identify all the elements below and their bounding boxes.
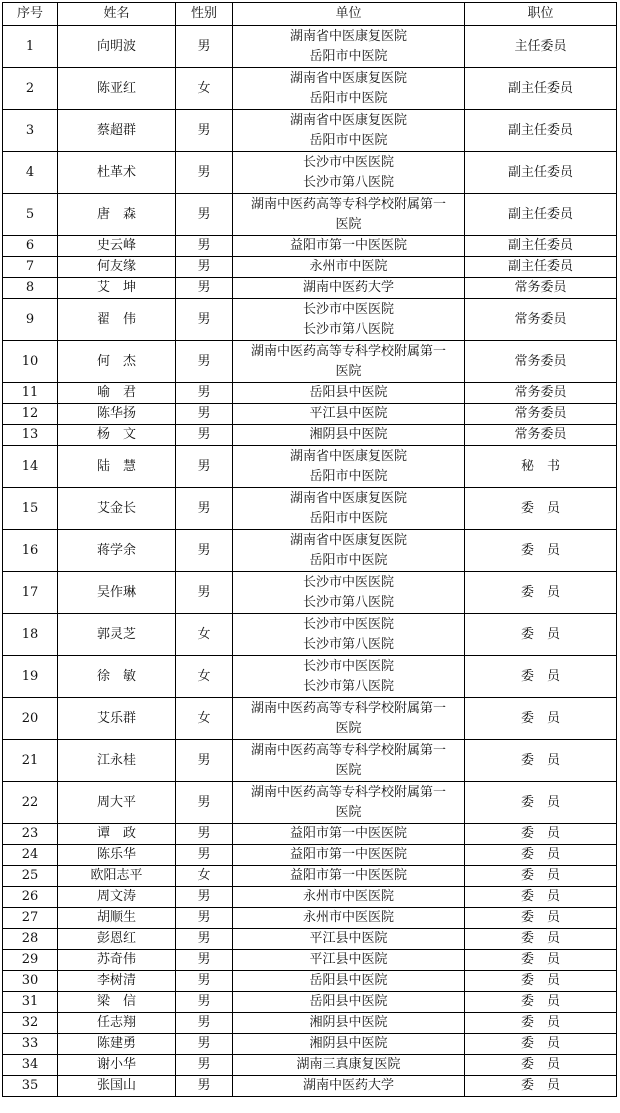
cell-name: 郭灵芝 (58, 614, 176, 656)
cell-unit: 湖南中医药高等专科学校附属第一 医院 (233, 698, 465, 740)
table-row (3, 446, 617, 488)
table-row (3, 488, 617, 530)
cell-name: 陈亚红 (58, 68, 176, 110)
cell-no: 23 (3, 824, 58, 845)
cell-position: 委 员 (465, 866, 617, 887)
cell-unit: 益阳市第一中医医院 (233, 845, 465, 866)
cell-no: 29 (3, 950, 58, 971)
cell-name: 陈乐华 (58, 845, 176, 866)
cell-position: 委 员 (465, 656, 617, 698)
cell-name: 蔡超群 (58, 110, 176, 152)
cell-no: 22 (3, 782, 58, 824)
cell-name: 苏奇伟 (58, 950, 176, 971)
cell-name: 谢小华 (58, 1055, 176, 1076)
cell-name: 彭恩红 (58, 929, 176, 950)
table-row (3, 1055, 617, 1076)
cell-no: 8 (3, 278, 58, 299)
table-row (3, 278, 617, 299)
cell-name: 何友缘 (58, 257, 176, 278)
cell-name: 徐 敏 (58, 656, 176, 698)
cell-unit: 益阳市第一中医医院 (233, 866, 465, 887)
table-row (3, 425, 617, 446)
table-row (3, 824, 617, 845)
cell-name: 江永桂 (58, 740, 176, 782)
cell-position: 委 员 (465, 698, 617, 740)
table-row (3, 1013, 617, 1034)
cell-position: 委 员 (465, 887, 617, 908)
cell-no: 27 (3, 908, 58, 929)
cell-position: 副主任委员 (465, 68, 617, 110)
header-gender: 性别 (176, 3, 233, 26)
cell-no: 5 (3, 194, 58, 236)
cell-gender: 女 (176, 698, 233, 740)
cell-no: 30 (3, 971, 58, 992)
cell-gender: 男 (176, 992, 233, 1013)
cell-name: 艾乐群 (58, 698, 176, 740)
cell-no: 10 (3, 341, 58, 383)
cell-no: 19 (3, 656, 58, 698)
cell-name: 李树清 (58, 971, 176, 992)
header-position: 职位 (465, 3, 617, 26)
cell-unit: 岳阳县中医院 (233, 992, 465, 1013)
cell-unit: 长沙市中医医院 长沙市第八医院 (233, 614, 465, 656)
table-row (3, 698, 617, 740)
cell-unit: 湖南省中医康复医院 岳阳市中医院 (233, 488, 465, 530)
table-row (3, 950, 617, 971)
cell-position: 委 员 (465, 845, 617, 866)
cell-no: 4 (3, 152, 58, 194)
cell-position: 主任委员 (465, 26, 617, 68)
cell-gender: 男 (176, 1076, 233, 1097)
cell-no: 26 (3, 887, 58, 908)
cell-no: 13 (3, 425, 58, 446)
cell-name: 艾金长 (58, 488, 176, 530)
cell-name: 喻 君 (58, 383, 176, 404)
cell-gender: 男 (176, 152, 233, 194)
table-row (3, 929, 617, 950)
cell-name: 梁 信 (58, 992, 176, 1013)
cell-unit: 湖南省中医康复医院 岳阳市中医院 (233, 530, 465, 572)
cell-gender: 男 (176, 530, 233, 572)
cell-no: 7 (3, 257, 58, 278)
cell-gender: 男 (176, 572, 233, 614)
cell-position: 副主任委员 (465, 194, 617, 236)
cell-unit: 湖南中医药大学 (233, 1076, 465, 1097)
cell-name: 吴作琳 (58, 572, 176, 614)
cell-name: 翟 伟 (58, 299, 176, 341)
cell-gender: 男 (176, 110, 233, 152)
cell-unit: 湖南中医药高等专科学校附属第一 医院 (233, 782, 465, 824)
table-row (3, 404, 617, 425)
table-row (3, 908, 617, 929)
cell-name: 杜革术 (58, 152, 176, 194)
cell-unit: 长沙市中医医院 长沙市第八医院 (233, 656, 465, 698)
member-table (2, 2, 617, 1097)
cell-name: 陆 慧 (58, 446, 176, 488)
cell-gender: 男 (176, 929, 233, 950)
cell-gender: 男 (176, 845, 233, 866)
cell-unit: 湖南省中医康复医院 岳阳市中医院 (233, 68, 465, 110)
cell-position: 委 员 (465, 740, 617, 782)
cell-gender: 男 (176, 971, 233, 992)
cell-no: 18 (3, 614, 58, 656)
cell-gender: 男 (176, 278, 233, 299)
cell-name: 张国山 (58, 1076, 176, 1097)
cell-gender: 男 (176, 1034, 233, 1055)
cell-position: 委 员 (465, 971, 617, 992)
cell-position: 常务委员 (465, 278, 617, 299)
cell-position: 委 员 (465, 1034, 617, 1055)
cell-position: 委 员 (465, 488, 617, 530)
cell-unit: 长沙市中医医院 长沙市第八医院 (233, 152, 465, 194)
cell-gender: 男 (176, 257, 233, 278)
cell-unit: 平江县中医院 (233, 929, 465, 950)
cell-unit: 湖南中医药高等专科学校附属第一 医院 (233, 740, 465, 782)
cell-no: 24 (3, 845, 58, 866)
cell-gender: 男 (176, 425, 233, 446)
cell-gender: 男 (176, 740, 233, 782)
cell-name: 谭 政 (58, 824, 176, 845)
cell-gender: 男 (176, 908, 233, 929)
table-row (3, 68, 617, 110)
cell-unit: 长沙市中医医院 长沙市第八医院 (233, 299, 465, 341)
cell-no: 14 (3, 446, 58, 488)
table-row (3, 1034, 617, 1055)
cell-no: 21 (3, 740, 58, 782)
cell-position: 委 员 (465, 992, 617, 1013)
header-name: 姓名 (58, 3, 176, 26)
cell-unit: 平江县中医院 (233, 950, 465, 971)
cell-no: 17 (3, 572, 58, 614)
cell-no: 35 (3, 1076, 58, 1097)
cell-no: 1 (3, 26, 58, 68)
cell-position: 委 员 (465, 1076, 617, 1097)
cell-name: 周大平 (58, 782, 176, 824)
cell-no: 32 (3, 1013, 58, 1034)
cell-unit: 岳阳县中医院 (233, 383, 465, 404)
cell-unit: 湘阴县中医院 (233, 1034, 465, 1055)
cell-name: 欧阳志平 (58, 866, 176, 887)
table-row (3, 236, 617, 257)
table-row (3, 152, 617, 194)
cell-name: 陈建勇 (58, 1034, 176, 1055)
table-row (3, 257, 617, 278)
table-row (3, 572, 617, 614)
cell-position: 委 员 (465, 824, 617, 845)
cell-unit: 湘阴县中医院 (233, 425, 465, 446)
header-unit: 单位 (233, 3, 465, 26)
table-body (3, 26, 617, 1097)
cell-no: 25 (3, 866, 58, 887)
header-row (3, 3, 617, 26)
table-row (3, 530, 617, 572)
cell-gender: 男 (176, 824, 233, 845)
cell-gender: 女 (176, 614, 233, 656)
cell-unit: 湖南省中医康复医院 岳阳市中医院 (233, 110, 465, 152)
cell-gender: 男 (176, 341, 233, 383)
cell-name: 蒋学余 (58, 530, 176, 572)
cell-position: 委 员 (465, 572, 617, 614)
cell-position: 委 员 (465, 1055, 617, 1076)
cell-unit: 永州市中医医院 (233, 908, 465, 929)
cell-unit: 永州市中医院 (233, 257, 465, 278)
cell-name: 陈华扬 (58, 404, 176, 425)
cell-position: 常务委员 (465, 383, 617, 404)
cell-no: 6 (3, 236, 58, 257)
table-row (3, 740, 617, 782)
cell-no: 28 (3, 929, 58, 950)
cell-gender: 女 (176, 866, 233, 887)
cell-no: 3 (3, 110, 58, 152)
cell-unit: 湖南省中医康复医院 岳阳市中医院 (233, 446, 465, 488)
cell-gender: 男 (176, 383, 233, 404)
cell-gender: 男 (176, 194, 233, 236)
cell-gender: 男 (176, 488, 233, 530)
table-row (3, 383, 617, 404)
cell-unit: 湖南中医药高等专科学校附属第一 医院 (233, 194, 465, 236)
cell-gender: 男 (176, 1013, 233, 1034)
cell-position: 秘 书 (465, 446, 617, 488)
cell-no: 34 (3, 1055, 58, 1076)
cell-position: 副主任委员 (465, 110, 617, 152)
table-row (3, 866, 617, 887)
cell-no: 2 (3, 68, 58, 110)
cell-unit: 湘阴县中医院 (233, 1013, 465, 1034)
table-row (3, 782, 617, 824)
header-no: 序号 (3, 3, 58, 26)
cell-position: 常务委员 (465, 404, 617, 425)
cell-gender: 男 (176, 236, 233, 257)
cell-position: 副主任委员 (465, 257, 617, 278)
cell-name: 杨 文 (58, 425, 176, 446)
cell-position: 委 员 (465, 614, 617, 656)
cell-gender: 女 (176, 656, 233, 698)
cell-unit: 湖南中医药大学 (233, 278, 465, 299)
cell-gender: 男 (176, 26, 233, 68)
cell-unit: 平江县中医院 (233, 404, 465, 425)
cell-no: 31 (3, 992, 58, 1013)
cell-position: 委 员 (465, 530, 617, 572)
cell-no: 20 (3, 698, 58, 740)
table-row (3, 887, 617, 908)
cell-gender: 男 (176, 782, 233, 824)
cell-position: 常务委员 (465, 425, 617, 446)
cell-position: 副主任委员 (465, 152, 617, 194)
cell-name: 胡顺生 (58, 908, 176, 929)
table-row (3, 341, 617, 383)
cell-unit: 益阳市第一中医医院 (233, 236, 465, 257)
table-row (3, 194, 617, 236)
cell-name: 任志翔 (58, 1013, 176, 1034)
cell-position: 委 员 (465, 950, 617, 971)
table-row (3, 656, 617, 698)
cell-no: 11 (3, 383, 58, 404)
cell-unit: 岳阳县中医院 (233, 971, 465, 992)
cell-no: 9 (3, 299, 58, 341)
cell-unit: 益阳市第一中医医院 (233, 824, 465, 845)
cell-position: 委 员 (465, 782, 617, 824)
cell-gender: 女 (176, 68, 233, 110)
table-row (3, 992, 617, 1013)
cell-no: 15 (3, 488, 58, 530)
cell-no: 33 (3, 1034, 58, 1055)
cell-position: 委 员 (465, 1013, 617, 1034)
cell-name: 唐 森 (58, 194, 176, 236)
cell-unit: 长沙市中医医院 长沙市第八医院 (233, 572, 465, 614)
cell-unit: 湖南中医药高等专科学校附属第一 医院 (233, 341, 465, 383)
cell-unit: 永州市中医医院 (233, 887, 465, 908)
cell-name: 史云峰 (58, 236, 176, 257)
cell-position: 常务委员 (465, 299, 617, 341)
table-row (3, 299, 617, 341)
cell-position: 委 员 (465, 908, 617, 929)
cell-unit: 湖南省中医康复医院 岳阳市中医院 (233, 26, 465, 68)
cell-no: 16 (3, 530, 58, 572)
cell-gender: 男 (176, 299, 233, 341)
cell-gender: 男 (176, 887, 233, 908)
cell-gender: 男 (176, 446, 233, 488)
cell-position: 委 员 (465, 929, 617, 950)
table-row (3, 1076, 617, 1097)
table-row (3, 26, 617, 68)
cell-no: 12 (3, 404, 58, 425)
table-row (3, 110, 617, 152)
table-row (3, 971, 617, 992)
cell-gender: 男 (176, 404, 233, 425)
cell-gender: 男 (176, 1055, 233, 1076)
cell-position: 副主任委员 (465, 236, 617, 257)
cell-name: 艾 坤 (58, 278, 176, 299)
cell-position: 常务委员 (465, 341, 617, 383)
cell-name: 何 杰 (58, 341, 176, 383)
cell-unit: 湖南三真康复医院 (233, 1055, 465, 1076)
table-row (3, 845, 617, 866)
table-row (3, 614, 617, 656)
cell-gender: 男 (176, 950, 233, 971)
cell-name: 向明波 (58, 26, 176, 68)
cell-name: 周文涛 (58, 887, 176, 908)
